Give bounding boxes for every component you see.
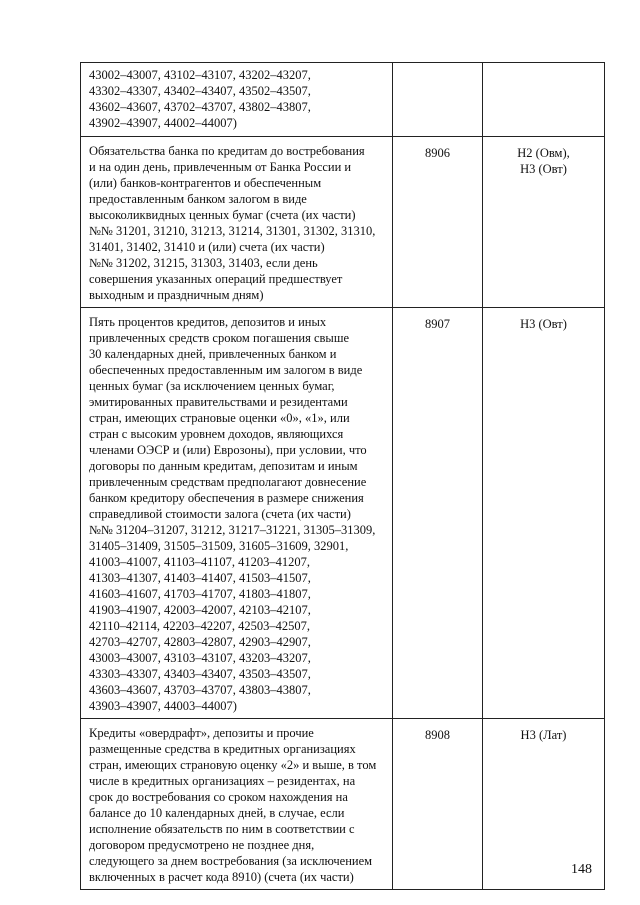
- norm-text: Н2 (Овм), Н3 (Овт): [517, 146, 570, 176]
- norm-cell: [483, 308, 605, 719]
- description-cell: [81, 719, 393, 890]
- description-cell: [81, 137, 393, 308]
- description-text: Обязательства банка по кредитам до востребования и на один день, привлеченным от Банка России и (или) банков-контрагентов и обеспеченным предоставленным банком залогом в виде высоколиквидных ценных бумаг (счета (их части) №№ 31201, 31210, 31213, 31214, 31301, 31302, 31310, 31401, 31402, 31410 и (или) счета (их части) №№ 31202, 31215, 31303, 31403, если день совершения указанных операций предшествует выходным и праздничным дням): [89, 144, 376, 302]
- code-cell: [393, 137, 483, 308]
- norm-text: [483, 63, 604, 71]
- table-row: [81, 137, 605, 308]
- description-cell: [81, 63, 393, 137]
- code-cell: [393, 719, 483, 890]
- code-text: [393, 63, 482, 71]
- code-text: 8907: [425, 317, 450, 331]
- norm-text: Н3 (Овт): [520, 317, 567, 331]
- table-row: [81, 719, 605, 890]
- norm-text: Н3 (Лат): [520, 728, 567, 742]
- description-text: 43002–43007, 43102–43107, 43202–43207, 43302–43307, 43402–43407, 43502–43507, 43602–43607, 43702–43707, 43802–43807, 43902–43907, 44002–44007): [89, 68, 311, 130]
- description-cell: [81, 308, 393, 719]
- code-cell: [393, 63, 483, 137]
- document-table: [80, 62, 605, 890]
- page-number: 148: [571, 862, 592, 877]
- code-cell: [393, 308, 483, 719]
- table-row: [81, 63, 605, 137]
- code-text: 8908: [425, 728, 450, 742]
- code-text: 8906: [425, 146, 450, 160]
- description-text: Пять процентов кредитов, депозитов и иных привлеченных средств сроком погашения свыше 30 календарных дней, привлеченных банком и обеспеченных предоставленным им залогом в виде ценных бумаг (за исключением ценных бумаг, эмитированных правительствами и резидентами стран, имеющих страновые оценки «0», «1», или стран с высоким уровнем доходов, являющихся членами ОЭСР и (или) Еврозоны), при условии, что договоры по данным кредитам, депозитам и иным привлеченным средствам предполагают довнесение банком кредитору обеспечения в размере снижения справедливой стоимости залога (счета (их части) №№ 31204–31207, 31212, 31217–31221, 31305–31309, 31405–31409, 31505–31509, 31605–31609, 32901, 41003–41007, 41103–41107, 41203–41207, 41303–41307, 41403–41407, 41503–41507, 41603–41607, 41703–41707, 41803–41807, 41903–41907, 42003–42007, 42103–42107, 42110–42114, 42203–42207, 42503–42507, 42703–42707, 42803–42807, 42903–42907, 43003–43007, 43103–43107, 43203–43207, 43303–43307, 43403–43407, 43503–43507, 43603–43607, 43703–43707, 43803–43807, 43903–43907, 44003–44007): [89, 315, 376, 713]
- description-text: Кредиты «овердрафт», депозиты и прочие размещенные средства в кредитных организациях стран, имеющих страновую оценку «2» и выше, в том числе в кредитных организациях – резидентах, на срок до востребования со сроком нахождения на балансе до 10 календарных дней, в случае, если исполнение обязательств по ним в соответствии с договором предусмотрено не позднее дня, следующего за днем востребования (за исключением включенных в расчет кода 8910) (счета (их части): [89, 726, 377, 884]
- table-row: [81, 308, 605, 719]
- norm-cell: [483, 137, 605, 308]
- norm-cell: [483, 63, 605, 137]
